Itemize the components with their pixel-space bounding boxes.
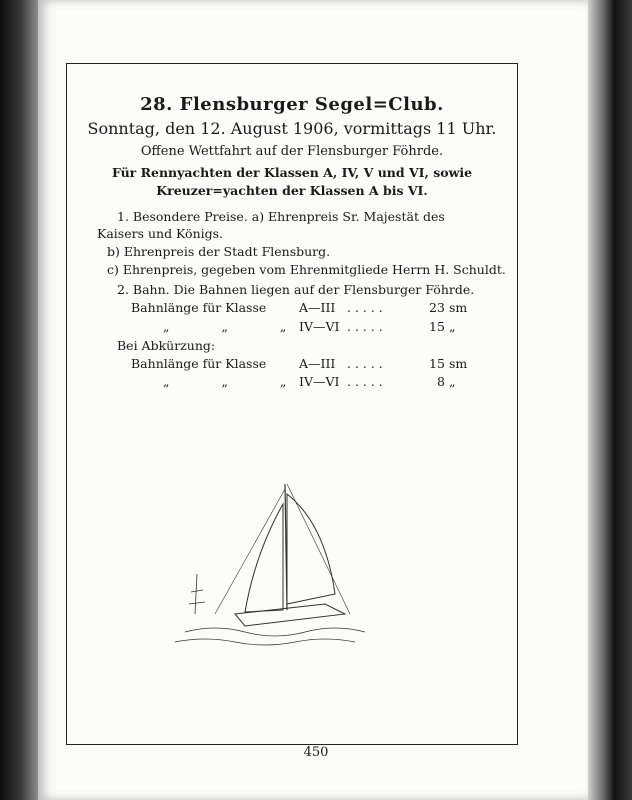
row-class: A—III bbox=[299, 300, 336, 315]
shortening-label: Bei Abkürzung: bbox=[117, 338, 216, 353]
prize-line-3: b) Ehrenpreis der Stadt Flensburg. bbox=[107, 244, 331, 259]
book-gutter-left bbox=[0, 0, 38, 800]
row-class: IV—VI bbox=[299, 374, 340, 389]
yacht-classes: Für Rennyachten der Klassen A, IV, V und VI, sowie Kreuzer=yachten der Klassen A bis VI. bbox=[111, 165, 473, 198]
distant-ship bbox=[189, 574, 205, 614]
sailboat-illustration bbox=[175, 464, 375, 664]
row-dots: . . . . . bbox=[347, 374, 383, 389]
row-unit: sm bbox=[449, 356, 468, 371]
row-value: 23 bbox=[429, 300, 445, 315]
row-class: A—III bbox=[299, 356, 336, 371]
row-unit: sm bbox=[449, 300, 468, 315]
row-class: IV—VI bbox=[299, 319, 340, 334]
row-unit: „ bbox=[449, 319, 456, 334]
row-label: Bahnlänge für Klasse bbox=[131, 300, 267, 315]
prize-line-4: c) Ehrenpreis, gegeben vom Ehrenmitgliede Herrn H. Schuldt. bbox=[107, 262, 506, 277]
row-unit: „ bbox=[449, 374, 456, 389]
page-frame bbox=[66, 63, 518, 745]
boat-hull bbox=[235, 604, 345, 626]
prize-line-2: Kaisers und Königs. bbox=[97, 226, 224, 241]
event-date: Sonntag, den 12. August 1906, vormittags 11 Uhr. bbox=[87, 119, 497, 138]
row-label: „ „ „ bbox=[163, 374, 311, 389]
row-label: Bahnlänge für Klasse bbox=[131, 356, 267, 371]
row-label: „ „ „ bbox=[163, 319, 311, 334]
mainsail bbox=[287, 494, 335, 604]
prize-line-1: 1. Besondere Preise. a) Ehrenpreis Sr. Majestät des bbox=[117, 209, 445, 224]
page-number: 450 bbox=[303, 745, 329, 760]
course-line: 2. Bahn. Die Bahnen liegen auf der Flensburger Föhrde. bbox=[117, 282, 475, 297]
row-value: 8 bbox=[437, 374, 445, 389]
row-dots: . . . . . bbox=[347, 300, 383, 315]
row-dots: . . . . . bbox=[347, 319, 383, 334]
waves bbox=[175, 628, 365, 645]
club-title: 28. Flensburger Segel=Club. bbox=[140, 94, 444, 115]
row-value: 15 bbox=[429, 356, 445, 371]
jib-sail bbox=[245, 504, 283, 612]
row-value: 15 bbox=[429, 319, 445, 334]
race-description: Offene Wettfahrt auf der Flensburger Föhrde. bbox=[140, 144, 444, 159]
row-dots: . . . . . bbox=[347, 356, 383, 371]
book-gutter-right bbox=[588, 0, 632, 800]
